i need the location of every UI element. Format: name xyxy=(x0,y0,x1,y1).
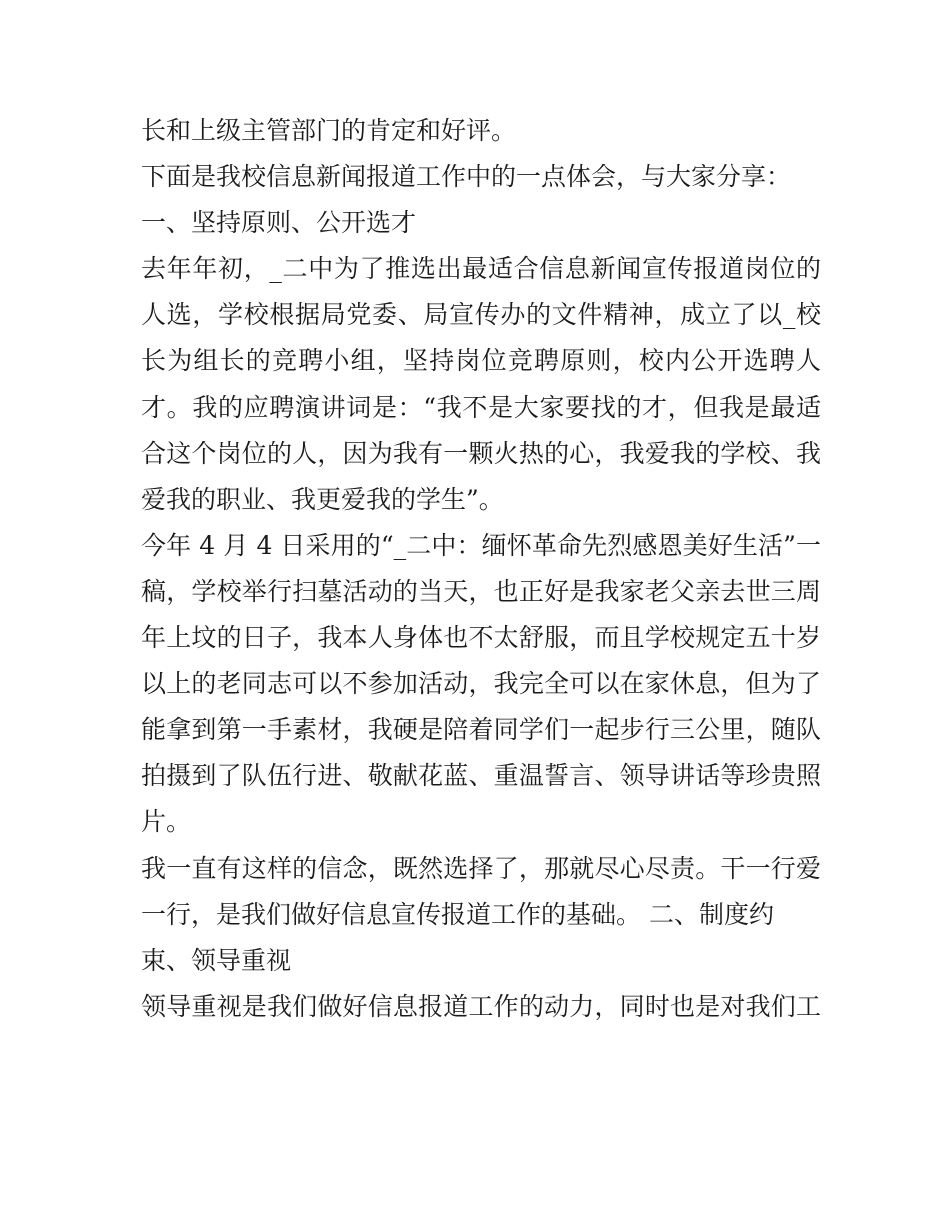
text-line: 人选，学校根据局党委、局宣传办的文件精神，成立了以_校 xyxy=(141,300,821,330)
text-line: 合这个岗位的人，因为我有一颗火热的心，我爱我的学校、我 xyxy=(141,438,821,468)
section-heading: 一、坚持原则、公开选才 xyxy=(141,208,417,238)
text-line: 能拿到第一手素材，我硬是陪着同学们一起步行三公里，随队 xyxy=(141,715,821,745)
text-line: 一行，是我们做好信息宣传报道工作的基础。 二、制度约 xyxy=(141,899,774,929)
text-line: 下面是我校信息新闻报道工作中的一点体会，与大家分享： xyxy=(141,162,792,192)
text-line: 领导重视是我们做好信息报道工作的动力，同时也是对我们工 xyxy=(141,991,821,1021)
text-line: 才。我的应聘演讲词是：“我不是大家要找的才，但我是最适 xyxy=(141,392,821,422)
text-line: 拍摄到了队伍行进、敬献花蓝、重温誓言、领导讲话等珍贵照 xyxy=(141,761,821,791)
text-line: 爱我的职业、我更爱我的学生”。 xyxy=(141,484,504,514)
section-heading: 束、领导重视 xyxy=(141,945,292,975)
text-line: 我一直有这样的信念，既然选择了，那就尽心尽责。干一行爱 xyxy=(141,853,821,883)
text-line: 今年 4 月 4 日采用的“_二中：缅怀革命先烈感恩美好生活”一 xyxy=(141,530,821,560)
text-line: 以上的老同志可以不参加活动，我完全可以在家休息，但为了 xyxy=(141,669,821,699)
text-line: 长为组长的竞聘小组，坚持岗位竞聘原则，校内公开选聘人 xyxy=(141,346,821,376)
text-line: 片。 xyxy=(141,807,192,837)
text-line: 长和上级主管部门的肯定和好评。 xyxy=(141,116,517,145)
document-body xyxy=(141,108,821,1030)
text-line: 去年年初，_二中为了推选出最适合信息新闻宣传报道岗位的 xyxy=(141,254,821,284)
text-line: 年上坟的日子，我本人身体也不太舒服，而且学校规定五十岁 xyxy=(141,623,821,653)
text-line: 稿，学校举行扫墓活动的当天，也正好是我家老父亲去世三周 xyxy=(141,576,821,606)
